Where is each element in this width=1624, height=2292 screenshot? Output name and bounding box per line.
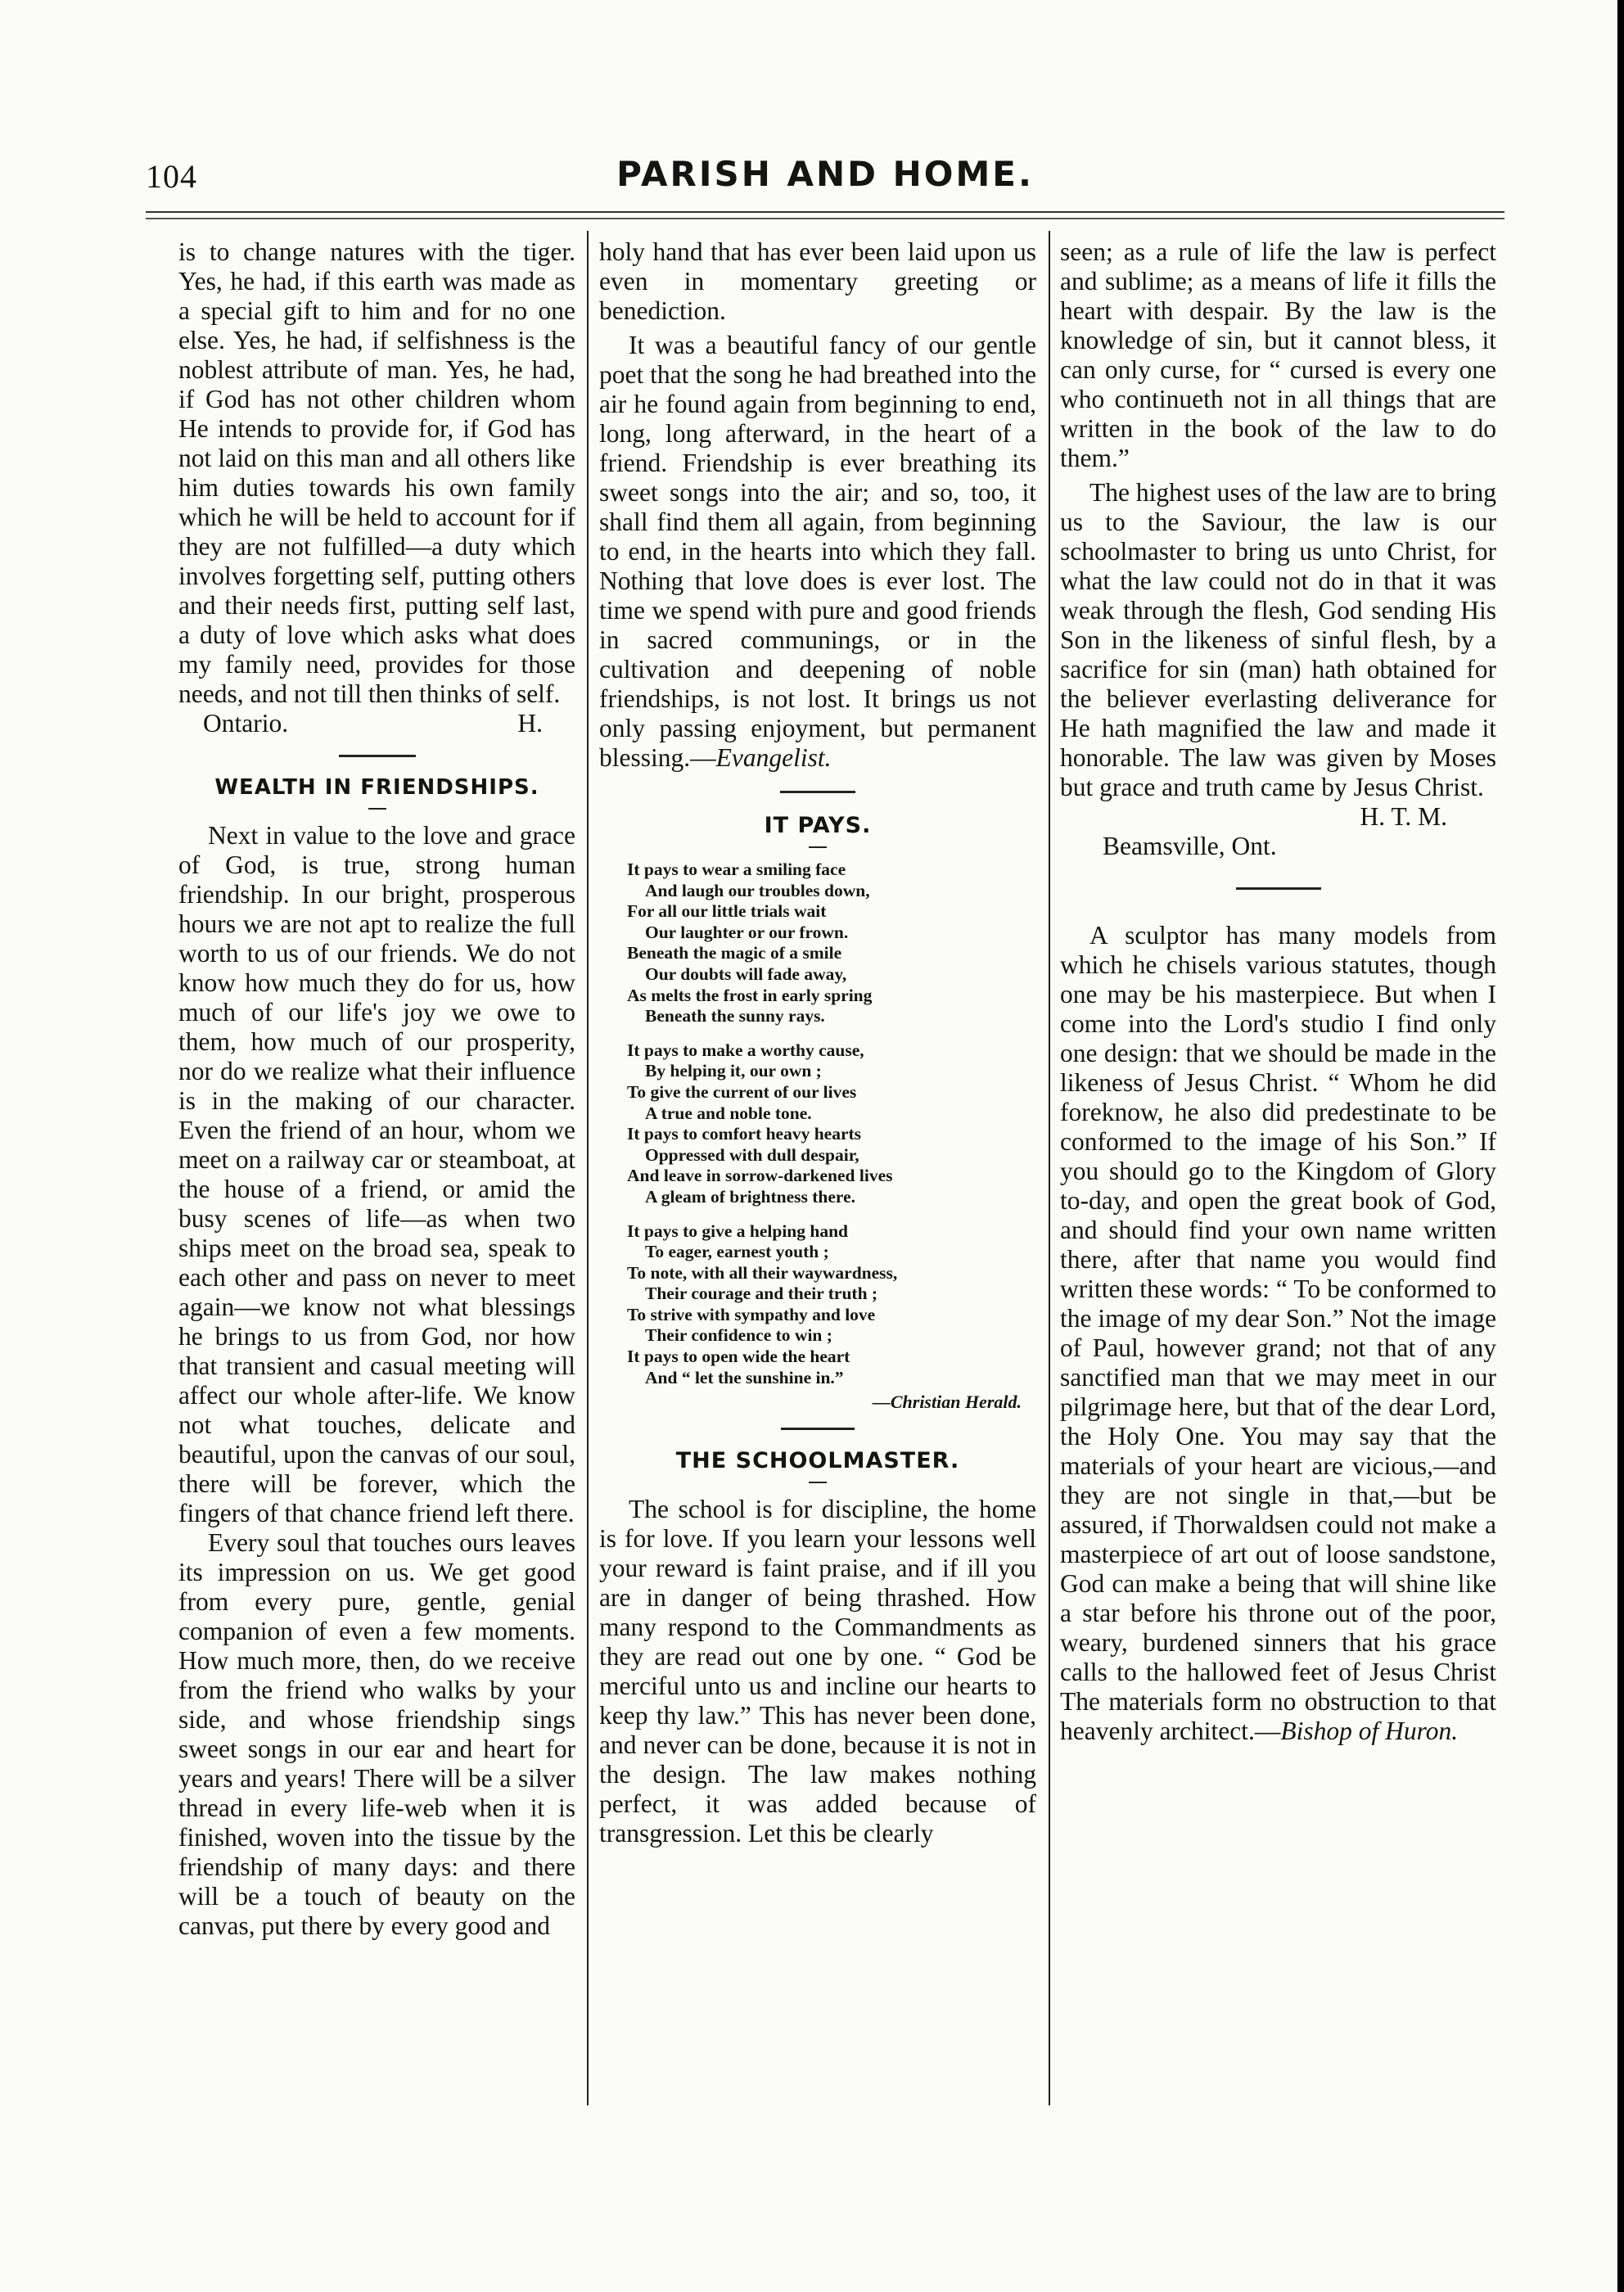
poem — [599, 860, 1036, 1388]
header-rule — [146, 211, 1504, 213]
article-continuation: seen; as a rule of life the law is perfect and sublime; as a means of life it fills the heart with despair. By the law is the knowledge of sin, but it cannot bless, it can only curse, for “ cursed is every one who continueth not in all things that are written in the book of the law to do them.” — [1060, 237, 1496, 472]
article-heading: WEALTH IN FRIENDSHIPS. — [214, 775, 539, 800]
paragraph-text: It was a beautiful fancy of our gentle poet that the song he had breathed into the air he found again from beginning to end, long, long afterward, in the heart of a friend. Friendship is ever breathing its sweet songs into the air; and so, too, it shall find them all again, from beginning to end, in the hearts into which they fall. Nothing that love does is ever lost. The time we spend with pure and good friends in sacred communings, or in the cultivation and deepening of noble friendships, is not lost. It brings us not only passing enjoyment, but permanent blessing.— — [599, 331, 1036, 772]
poem-credit: —Christian Herald. — [872, 1392, 1022, 1413]
poem-stanza — [627, 1040, 1036, 1208]
source-credit: Bishop of Huron. — [1280, 1717, 1459, 1745]
column-divider — [587, 231, 589, 2105]
poem-line: It pays to comfort heavy hearts — [627, 1124, 862, 1144]
article-paragraph — [1060, 921, 1496, 1746]
source-credit: Evangelist. — [715, 743, 832, 772]
header-rule-double — [146, 218, 1504, 219]
running-title: PARISH AND HOME. — [616, 154, 1034, 194]
signature-place: Beamsville, Ont. — [1103, 832, 1277, 860]
article-signature — [178, 709, 575, 738]
heading-dash — [368, 808, 386, 810]
column-middle — [599, 237, 1036, 1848]
article-continuation: is to change natures with the tiger. Yes, he had, if this earth was made as a special gift to him and for no one else. Yes, he had, if selfishness is the noblest attribute of man. Yes, he had, if God has not other children whom He intends to provide for, if God has not laid on this man and all others like him duties towards his own family which he will be held to account for if they are not fulfilled—a duty which involves forgetting self, putting others and their needs first, putting self last, a duty of love which asks what does my family need, provides for those needs, and not till then thinks of self. — [178, 237, 575, 708]
poem-line: It pays to make a worthy cause, — [627, 1040, 864, 1060]
poem-line: It pays to give a helping hand — [627, 1220, 849, 1241]
poem-stanza — [627, 860, 1036, 1027]
poem-line: For all our little trials wait — [627, 901, 827, 922]
page-header — [146, 152, 1504, 203]
paragraph-text: A sculptor has many models from which he chisels various statutes, though one may be his masterpiece. But when I come into the Lord's studio I find only one design: that we should be made in the likeness of Jesus Christ. “ Whom he did foreknow, he also did predestinate to be conformed to the image of his Son.” If you should go to the Kingdom of Glory to-day, and open the great book of God, and should find your own name written there, after that name you would find written these words: “ To be conformed to the image of my dear Son.” Not the image of Paul, however grand; not that of any sanctified man that we may meet in our pilgrimage here, but that of the dear Lord, the Holy One. You may say that the materials of your heart are vicious,—and they are not single in that,—but be assured, if Thorwaldsen could not make a masterpiece of art out of loose sandstone, God can make a being that will shine like a star before his throne out of the poor, weary, burdened sinners that his grace calls to the hallowed feet of Jesus Christ The materials form no obstruction to that heavenly architect.— — [1060, 921, 1496, 1745]
section-rule — [1236, 887, 1321, 890]
poem-line: Oppressed with dull despair, — [645, 1144, 859, 1165]
article-heading: THE SCHOOLMASTER. — [675, 1448, 960, 1474]
poem-line: Our doubts will fade away, — [645, 963, 847, 984]
signature-place: Ontario. — [203, 709, 289, 738]
article-paragraph — [599, 331, 1036, 773]
poem-line: And laugh our troubles down, — [645, 880, 870, 900]
poem-line: To give the current of our lives — [627, 1081, 857, 1102]
poem-line: And leave in sorrow-darkened lives — [627, 1166, 893, 1186]
poem-line: To strive with sympathy and love — [627, 1304, 876, 1324]
poem-heading: IT PAYS. — [764, 813, 872, 838]
column-divider — [1049, 231, 1050, 2105]
poem-line: Beneath the magic of a smile — [627, 943, 842, 963]
page-number: 104 — [146, 158, 197, 195]
poem-line: Their confidence to win ; — [645, 1325, 832, 1346]
article-paragraph: Next in value to the love and grace of God, is true, strong human friendship. In our bright, prosperous hours we are not apt to realize the full worth to us of our friends. We do not know how much they do for us, how much of our life's joy we owe to them, how much of our prosperity, nor do we realize what their influence is in the making of our character. Even the friend of an hour, whom we meet on a railway car or steamboat, at the house of a friend, or amid the busy scenes of life—as when two ships meet on the broad sea, speak to each other and pass on never to meet again—we know not what blessings he brings to us from God, nor how that transient and casual meeting will affect our whole after-life. We know not what touches, delicate and beautiful, upon the canvas of our soul, there will be forever, which the fingers of that chance friend left there. — [178, 821, 575, 1527]
poem-line: To eager, earnest youth ; — [645, 1242, 829, 1262]
poem-line: It pays to wear a smiling face — [627, 860, 846, 879]
poem-line: A gleam of brightness there. — [645, 1186, 855, 1207]
poem-line: As melts the frost in early spring — [627, 985, 873, 1005]
poem-line: To note, with all their waywardness, — [627, 1262, 898, 1283]
poem-line: And “ let the sunshine in.” — [645, 1367, 844, 1387]
poem-line: Our laughter or our frown. — [645, 922, 849, 942]
poem-line: It pays to open wide the heart — [627, 1347, 850, 1367]
article-paragraph: The highest uses of the law are to bring us to the Saviour, the law is our schoolmaster to bring us unto Christ, for what the law could not do in that it was weak through the flesh, God sending His Son in the likeness of sinful flesh, by a sacrifice for sin (man) hath obtained for the believer everlasting deliverance for He hath magnified the law and made it honorable. The law was given by Moses but grace and truth came by Jesus Christ. — [1060, 478, 1496, 801]
poem-stanza — [627, 1221, 1036, 1389]
section-rule — [780, 791, 855, 793]
section-rule — [339, 755, 416, 757]
poem-line: A true and noble tone. — [645, 1103, 812, 1123]
signature-initial: H. — [517, 709, 543, 738]
poem-line: By helping it, our own ; — [645, 1061, 822, 1081]
article-continuation: holy hand that has ever been laid upon us even in momentary greeting or benediction. — [599, 237, 1036, 325]
heading-dash — [809, 846, 827, 848]
column-right — [1060, 237, 1496, 1746]
article-paragraph: Every soul that touches ours leaves its impression on us. We get good from every pure, gentle, genial companion of even a few moments. How much more, then, do we receive from the friend who walks by your side, and whose friendship sings sweet songs in our ear and heart for years and years! There will be a silver thread in every life-web when it is finished, woven into the tissue by the friendship of many days: and there will be a touch of beauty on the canvas, put there by every good and — [178, 1528, 575, 1940]
heading-dash — [809, 1482, 827, 1483]
poem-line: Their courage and their truth ; — [645, 1284, 878, 1304]
article-paragraph: The school is for discipline, the home is for love. If you learn your lessons well your reward is faint praise, and if ill you are in danger of being thrashed. How many respond to the Commandments as they are read out one by one. “ God be merciful unto us and incline our hearts to keep thy law.” This has never been done, and never can be done, because it is not in the design. The law makes nothing perfect, it was added because of transgression. Let this be clearly — [599, 1495, 1036, 1848]
column-left — [178, 237, 575, 1941]
section-rule — [781, 1428, 855, 1430]
poem-line: Beneath the sunny rays. — [645, 1006, 825, 1026]
article-signature: H. T. M. — [1360, 802, 1447, 831]
